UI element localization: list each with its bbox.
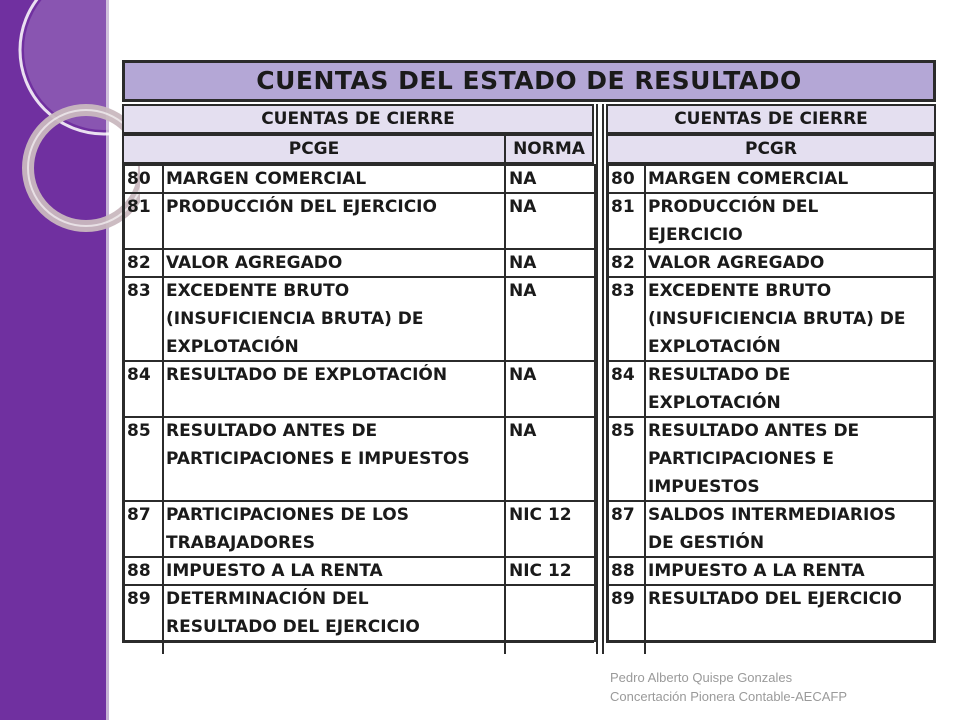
left-row-code: 83 bbox=[127, 281, 151, 301]
left-row-code: 87 bbox=[127, 505, 151, 525]
right-group-header: CUENTAS DE CIERRE bbox=[606, 104, 936, 134]
left-row-norm: NIC 12 bbox=[509, 561, 572, 581]
left-row-norm: NA bbox=[509, 253, 537, 273]
right-row-name: DE GESTIÓN bbox=[648, 533, 765, 553]
right-code-divider bbox=[644, 164, 646, 654]
left-outer-border bbox=[122, 164, 125, 642]
center-gap-line-1 bbox=[596, 104, 598, 654]
right-row-name: PARTICIPACIONES E bbox=[648, 449, 835, 469]
right-row-code: 84 bbox=[611, 365, 635, 385]
right-row-name: IMPUESTOS bbox=[648, 477, 760, 497]
left-row-name: RESULTADO DEL EJERCICIO bbox=[166, 617, 420, 637]
right-row-code: 87 bbox=[611, 505, 635, 525]
left-col-header-account: PCGE bbox=[122, 134, 506, 164]
left-row-name: TRABAJADORES bbox=[166, 533, 315, 553]
side-divider bbox=[106, 0, 109, 720]
right-row-code: 80 bbox=[611, 169, 635, 189]
footer bbox=[610, 668, 847, 706]
right-row-name: IMPUESTO A LA RENTA bbox=[648, 561, 865, 581]
left-row-name: (INSUFICIENCIA BRUTA) DE bbox=[166, 309, 424, 329]
left-row-norm: NA bbox=[509, 169, 537, 189]
left-group-header: CUENTAS DE CIERRE bbox=[122, 104, 594, 134]
left-row-name: IMPUESTO A LA RENTA bbox=[166, 561, 383, 581]
right-row-name: EJERCICIO bbox=[648, 225, 743, 245]
left-row-code: 85 bbox=[127, 421, 151, 441]
left-row-name: PARTICIPACIONES DE LOS bbox=[166, 505, 409, 525]
left-row-code: 84 bbox=[127, 365, 151, 385]
footer-author: Pedro Alberto Quispe Gonzales bbox=[610, 670, 793, 685]
right-row-code: 89 bbox=[611, 589, 635, 609]
right-row-name: VALOR AGREGADO bbox=[648, 253, 825, 273]
right-row-name: EXPLOTACIÓN bbox=[648, 337, 781, 357]
right-row-name: RESULTADO ANTES DE bbox=[648, 421, 860, 441]
left-row-name: EXPLOTACIÓN bbox=[166, 337, 299, 357]
right-col-header-account: PCGR bbox=[606, 134, 936, 164]
right-row-name: RESULTADO DE bbox=[648, 365, 791, 385]
right-row-name: SALDOS INTERMEDIARIOS bbox=[648, 505, 897, 525]
left-row-code: 88 bbox=[127, 561, 151, 581]
left-norm-divider bbox=[504, 164, 506, 654]
left-row-name: DETERMINACIÓN DEL bbox=[166, 589, 369, 609]
accounts-table bbox=[122, 60, 936, 654]
right-row-name: RESULTADO DEL EJERCICIO bbox=[648, 589, 902, 609]
right-row-name: PRODUCCIÓN DEL bbox=[648, 197, 819, 217]
right-table-bottom bbox=[606, 640, 936, 643]
right-row-code: 85 bbox=[611, 421, 635, 441]
right-right-border bbox=[933, 164, 936, 642]
left-row-code: 89 bbox=[127, 589, 151, 609]
left-row-norm: NA bbox=[509, 197, 537, 217]
left-row-norm: NIC 12 bbox=[509, 505, 572, 525]
right-row-name: (INSUFICIENCIA BRUTA) DE bbox=[648, 309, 906, 329]
left-row-norm: NA bbox=[509, 421, 537, 441]
left-row-name: VALOR AGREGADO bbox=[166, 253, 343, 273]
left-row-name: PRODUCCIÓN DEL EJERCICIO bbox=[166, 197, 437, 217]
right-row-code: 83 bbox=[611, 281, 635, 301]
footer-org: Concertación Pionera Contable-AECAFP bbox=[610, 689, 848, 704]
left-row-norm: NA bbox=[509, 365, 537, 385]
left-row-name: RESULTADO DE EXPLOTACIÓN bbox=[166, 365, 448, 385]
right-row-name: EXCEDENTE BRUTO bbox=[648, 281, 832, 301]
left-row-code: 80 bbox=[127, 169, 151, 189]
left-row-code: 82 bbox=[127, 253, 151, 273]
side-band bbox=[0, 0, 106, 720]
right-row-name: EXPLOTACIÓN bbox=[648, 393, 781, 413]
left-row-name: MARGEN COMERCIAL bbox=[166, 169, 367, 189]
left-code-divider bbox=[162, 164, 164, 654]
right-row-code: 88 bbox=[611, 561, 635, 581]
left-row-name: EXCEDENTE BRUTO bbox=[166, 281, 350, 301]
table-title: CUENTAS DEL ESTADO DE RESULTADO bbox=[122, 60, 936, 102]
right-row-code: 82 bbox=[611, 253, 635, 273]
right-row-name: MARGEN COMERCIAL bbox=[648, 169, 849, 189]
left-row-name: RESULTADO ANTES DE bbox=[166, 421, 378, 441]
center-gap-line-2 bbox=[602, 104, 604, 654]
right-outer-border bbox=[606, 164, 609, 642]
left-row-name: PARTICIPACIONES E IMPUESTOS bbox=[166, 449, 470, 469]
left-row-code: 81 bbox=[127, 197, 151, 217]
left-col-header-norm: NORMA bbox=[504, 134, 594, 164]
right-row-code: 81 bbox=[611, 197, 635, 217]
left-row-norm: NA bbox=[509, 281, 537, 301]
